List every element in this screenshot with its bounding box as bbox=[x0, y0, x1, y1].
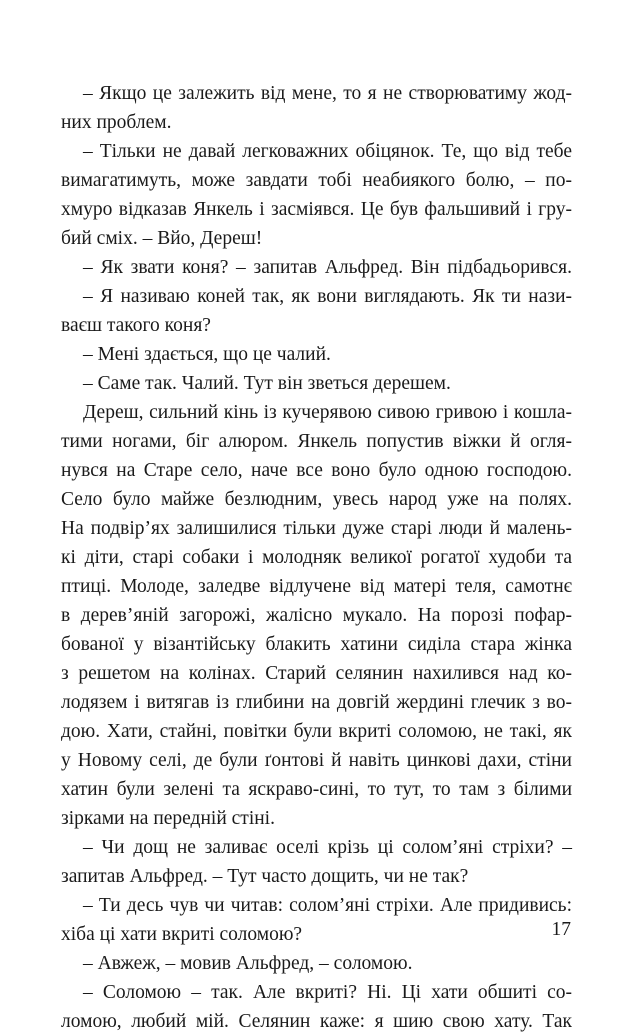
text-line: – Чи дощ не заливає оселі крізь ці солом’яні стріхи? – bbox=[83, 837, 572, 858]
text-line: кі діти, старі собаки і молодняк великої рогатої худоби та bbox=[61, 547, 572, 568]
text-line: запитав Альфред. – Тут часто дощить, чи не так? bbox=[61, 866, 469, 887]
text-line: бованої у візантійську блакить хатини сиділа стара жінка bbox=[61, 634, 572, 655]
text-line: в дерев’яній загорожі, жалісно мукало. На порозі пофар- bbox=[61, 605, 572, 626]
text-line: зірками на передній стіні. bbox=[61, 808, 275, 829]
text-line: – Як звати коня? – запитав Альфред. Він підбадьорився. bbox=[83, 257, 572, 278]
text-line: хмуро відказав Янкель і засміявся. Це був фальшивий і гру- bbox=[61, 199, 572, 220]
text-line: птиці. Молоде, заледве відлучене від матері теля, самотнє bbox=[61, 576, 572, 597]
text-line: бий сміх. – Вйо, Дереш! bbox=[61, 228, 263, 249]
page-number: 17 bbox=[551, 919, 571, 940]
text-line: – Авжеж, – мовив Альфред, – соломою. bbox=[83, 953, 413, 974]
text-line: – Мені здається, що це чалий. bbox=[83, 344, 331, 365]
text-line: – Я називаю коней так, як вони виглядають. Як ти нази- bbox=[83, 286, 572, 307]
text-line: лодязем і витягав із глибини на довгій жердині глечик з во- bbox=[61, 692, 572, 713]
text-line: вимагатимуть, може завдати тобі неабиякого болю, – по- bbox=[61, 170, 572, 191]
text-line: нувся на Старе село, наче все воно було одною господою. bbox=[61, 460, 572, 481]
text-line: – Якщо це залежить від мене, то я не створюватиму жод- bbox=[83, 83, 572, 104]
text-line: дою. Хати, стайні, повітки були вкриті соломою, не такі, як bbox=[61, 721, 572, 742]
text-line: ломою, любий мій. Селянин каже: я шию свою хату. Так bbox=[61, 1011, 572, 1032]
text-line: – Соломою – так. Але вкриті? Ні. Ці хати обшиті со- bbox=[83, 982, 572, 1003]
text-line: – Ти десь чув чи читав: солом’яні стріхи. Але придивись: bbox=[83, 895, 572, 916]
text-line: – Тільки не давай легковажних обіцянок. Те, що від тебе bbox=[83, 141, 572, 162]
text-line: хіба ці хати вкриті соломою? bbox=[61, 924, 303, 945]
body-text bbox=[61, 79, 572, 1036]
text-line: хатин були зелені та яскраво-сині, то тут, то там з білими bbox=[61, 779, 572, 800]
text-line: Село було майже безлюдним, увесь народ уже на полях. bbox=[61, 489, 572, 510]
text-line: тими ногами, біг алюром. Янкель попустив віжки й огля- bbox=[61, 431, 572, 452]
text-line: Дереш, сильний кінь із кучерявою сивою гривою і кошла- bbox=[83, 402, 572, 423]
text-line: них проблем. bbox=[61, 112, 172, 133]
text-line: у Новому селі, де були ґонтові й навіть цинкові дахи, стіни bbox=[61, 750, 572, 771]
text-line: – Саме так. Чалий. Тут він зветься дерешем. bbox=[83, 373, 451, 394]
text-line: ваєш такого коня? bbox=[61, 315, 211, 336]
text-line: На подвір’ях залишилися тільки дуже старі люди й малень- bbox=[61, 518, 572, 539]
text-line: з решетом на колінах. Старий селянин нахилився над ко- bbox=[61, 663, 572, 684]
